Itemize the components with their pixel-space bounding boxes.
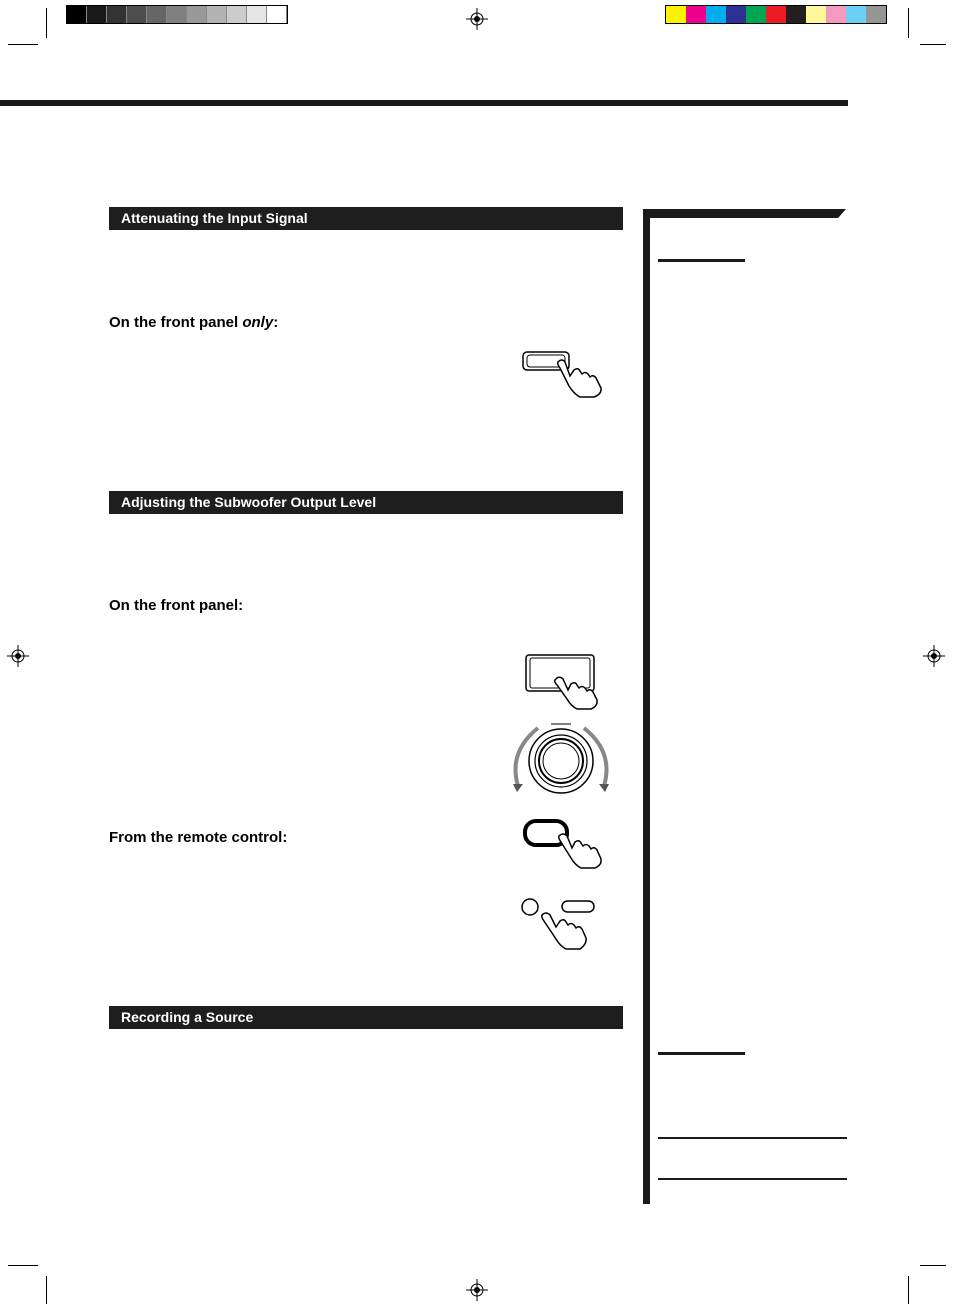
crop-mark — [46, 1276, 47, 1304]
gray-swatch — [267, 6, 287, 23]
color-calibration-bar — [665, 5, 887, 24]
remote-buttons-icon — [520, 897, 602, 951]
gray-swatch — [207, 6, 227, 23]
color-swatch — [706, 6, 726, 23]
gray-swatch — [127, 6, 147, 23]
sidebar-note-rule — [658, 259, 745, 262]
registration-mark-icon — [466, 1279, 488, 1301]
color-swatch — [866, 6, 886, 23]
registration-mark-icon — [7, 645, 29, 667]
color-swatch — [746, 6, 766, 23]
gray-swatch — [227, 6, 247, 23]
sidebar-divider — [658, 1178, 847, 1180]
rotary-knob-icon — [508, 722, 614, 794]
color-swatch — [766, 6, 786, 23]
gray-swatch — [67, 6, 87, 23]
section-title-subwoofer: Adjusting the Subwoofer Output Level — [109, 491, 623, 514]
gray-swatch — [107, 6, 127, 23]
sidebar-header-bar — [648, 209, 846, 218]
sidebar-divider — [658, 1137, 847, 1139]
header-rule — [0, 100, 848, 106]
crop-mark — [46, 8, 47, 38]
subhead-remote-control: From the remote control: — [109, 829, 288, 846]
press-button-icon — [525, 654, 601, 710]
crop-mark — [920, 1265, 946, 1266]
gray-swatch — [247, 6, 267, 23]
color-swatch — [826, 6, 846, 23]
subhead-front-panel: On the front panel: — [109, 597, 244, 614]
crop-mark — [920, 44, 946, 45]
crop-mark — [908, 8, 909, 38]
section-title-recording: Recording a Source — [109, 1006, 623, 1029]
color-swatch — [806, 6, 826, 23]
remote-button-icon — [523, 818, 603, 870]
subhead-front-panel-only: On the front panel only: — [109, 314, 279, 331]
registration-mark-icon — [923, 645, 945, 667]
sidebar-note-rule — [658, 1052, 745, 1055]
gray-swatch — [87, 6, 107, 23]
color-swatch — [786, 6, 806, 23]
sidebar-rule — [643, 209, 650, 1204]
color-swatch — [666, 6, 686, 23]
crop-mark — [8, 44, 38, 45]
gray-swatch — [147, 6, 167, 23]
crop-mark — [8, 1265, 38, 1266]
registration-mark-icon — [466, 8, 488, 30]
press-button-icon — [522, 350, 604, 398]
gray-swatch — [167, 6, 187, 23]
crop-mark — [908, 1276, 909, 1304]
color-swatch — [846, 6, 866, 23]
color-swatch — [686, 6, 706, 23]
color-swatch — [726, 6, 746, 23]
grayscale-calibration-bar — [66, 5, 288, 24]
gray-swatch — [187, 6, 207, 23]
section-title-attenuating: Attenuating the Input Signal — [109, 207, 623, 230]
